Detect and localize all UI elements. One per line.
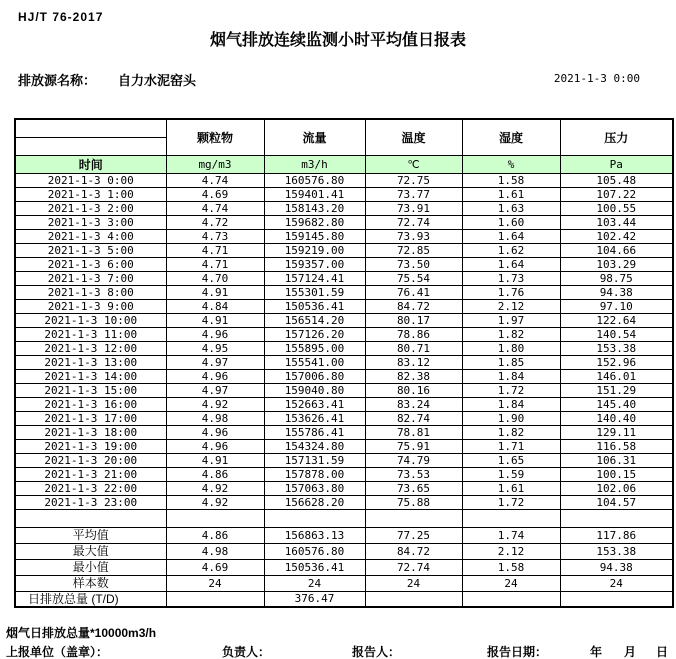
value-cell: 150536.41 [264, 299, 365, 313]
summary-label: 日排放总量 (T/D) [15, 591, 166, 607]
value-cell: 4.98 [166, 411, 264, 425]
value-cell: 157063.80 [264, 481, 365, 495]
value-cell: 94.38 [560, 559, 673, 575]
value-cell: 157878.00 [264, 467, 365, 481]
header-empty-top [15, 119, 166, 137]
value-cell: 4.92 [166, 495, 264, 509]
value-cell: 72.85 [365, 243, 462, 257]
unit-cell: mg/m3 [166, 155, 264, 173]
report-unit-label: 上报单位（盖章）： [6, 645, 109, 659]
column-header: 颗粒物 [166, 119, 264, 155]
value-cell: 1.90 [462, 411, 560, 425]
day-label: 日 [656, 645, 669, 659]
time-cell: 2021-1-3 3:00 [15, 215, 166, 229]
value-cell: 82.38 [365, 369, 462, 383]
value-cell: 4.70 [166, 271, 264, 285]
table-row [15, 187, 673, 201]
time-cell: 2021-1-3 13:00 [15, 355, 166, 369]
value-cell: 140.40 [560, 411, 673, 425]
value-cell: 84.72 [365, 543, 462, 559]
value-cell: 97.10 [560, 299, 673, 313]
summary-label: 平均值 [15, 527, 166, 543]
value-cell: 98.75 [560, 271, 673, 285]
value-cell: 152.96 [560, 355, 673, 369]
time-cell: 2021-1-3 18:00 [15, 425, 166, 439]
value-cell [560, 591, 673, 607]
value-cell: 102.06 [560, 481, 673, 495]
value-cell: 4.91 [166, 453, 264, 467]
monitoring-table [14, 118, 674, 608]
spacer-cell [560, 509, 673, 527]
value-cell: 80.17 [365, 313, 462, 327]
value-cell: 73.77 [365, 187, 462, 201]
value-cell [365, 591, 462, 607]
value-cell: 4.96 [166, 439, 264, 453]
value-cell: 4.98 [166, 543, 264, 559]
value-cell: 1.80 [462, 341, 560, 355]
time-cell: 2021-1-3 23:00 [15, 495, 166, 509]
spacer-cell [462, 509, 560, 527]
value-cell: 78.81 [365, 425, 462, 439]
value-cell: 1.73 [462, 271, 560, 285]
table-row [15, 397, 673, 411]
time-cell: 2021-1-3 14:00 [15, 369, 166, 383]
value-cell: 159682.80 [264, 215, 365, 229]
value-cell: 1.72 [462, 383, 560, 397]
spacer-row [15, 509, 673, 527]
spacer-cell [264, 509, 365, 527]
value-cell: 4.72 [166, 215, 264, 229]
value-cell: 72.74 [365, 215, 462, 229]
table-row [15, 341, 673, 355]
spacer-cell [166, 509, 264, 527]
value-cell: 4.84 [166, 299, 264, 313]
value-cell: 157131.59 [264, 453, 365, 467]
table-row [15, 369, 673, 383]
value-cell: 103.29 [560, 257, 673, 271]
value-cell: 129.11 [560, 425, 673, 439]
column-header: 压力 [560, 119, 673, 155]
table-row [15, 229, 673, 243]
value-cell: 1.64 [462, 229, 560, 243]
value-cell: 1.72 [462, 495, 560, 509]
data-rows [15, 173, 673, 509]
value-cell: 1.58 [462, 173, 560, 187]
time-cell: 2021-1-3 5:00 [15, 243, 166, 257]
time-cell: 2021-1-3 17:00 [15, 411, 166, 425]
unit-cell: m3/h [264, 155, 365, 173]
value-cell: 4.96 [166, 369, 264, 383]
table-row [15, 215, 673, 229]
table-row [15, 201, 673, 215]
value-cell: 153626.41 [264, 411, 365, 425]
report-datetime: 2021-1-3 0:00 [553, 72, 640, 85]
value-cell: 4.86 [166, 467, 264, 481]
time-cell: 2021-1-3 20:00 [15, 453, 166, 467]
value-cell: 146.01 [560, 369, 673, 383]
value-cell: 4.96 [166, 425, 264, 439]
value-cell: 1.76 [462, 285, 560, 299]
time-cell: 2021-1-3 11:00 [15, 327, 166, 341]
time-cell: 2021-1-3 0:00 [15, 173, 166, 187]
value-cell: 1.71 [462, 439, 560, 453]
value-cell: 1.82 [462, 327, 560, 341]
value-cell: 151.29 [560, 383, 673, 397]
source-name-value: 自力水泥窑头 [118, 73, 197, 88]
value-cell: 2.12 [462, 543, 560, 559]
value-cell: 1.74 [462, 527, 560, 543]
value-cell: 1.64 [462, 257, 560, 271]
value-cell: 157006.80 [264, 369, 365, 383]
value-cell [462, 591, 560, 607]
value-cell: 122.64 [560, 313, 673, 327]
value-cell: 153.38 [560, 543, 673, 559]
value-cell: 159357.00 [264, 257, 365, 271]
value-cell: 82.74 [365, 411, 462, 425]
value-cell: 159219.00 [264, 243, 365, 257]
year-label: 年 [590, 645, 603, 659]
value-cell: 73.91 [365, 201, 462, 215]
value-cell: 1.97 [462, 313, 560, 327]
value-cell: 1.84 [462, 397, 560, 411]
value-cell: 155301.59 [264, 285, 365, 299]
value-cell: 24 [365, 575, 462, 591]
value-cell: 80.71 [365, 341, 462, 355]
source-info-row [18, 70, 640, 86]
table-row [15, 467, 673, 481]
summary-row [15, 559, 673, 575]
table-row [15, 425, 673, 439]
value-cell: 1.85 [462, 355, 560, 369]
value-cell: 140.54 [560, 327, 673, 341]
value-cell: 24 [264, 575, 365, 591]
month-label: 月 [624, 645, 637, 659]
table-row [15, 173, 673, 187]
summary-row [15, 575, 673, 591]
value-cell: 4.97 [166, 355, 264, 369]
value-cell: 75.54 [365, 271, 462, 285]
value-cell: 159401.41 [264, 187, 365, 201]
value-cell: 4.96 [166, 327, 264, 341]
value-cell: 76.41 [365, 285, 462, 299]
time-cell: 2021-1-3 8:00 [15, 285, 166, 299]
value-cell: 155895.00 [264, 341, 365, 355]
report-date-label: 报告日期： [487, 645, 548, 659]
table-row [15, 271, 673, 285]
unit-cell: % [462, 155, 560, 173]
table-row [15, 453, 673, 467]
value-cell: 4.97 [166, 383, 264, 397]
value-cell: 4.71 [166, 243, 264, 257]
summary-label: 最小值 [15, 559, 166, 575]
time-cell: 2021-1-3 4:00 [15, 229, 166, 243]
value-cell: 1.84 [462, 369, 560, 383]
spacer-cell [365, 509, 462, 527]
summary-row [15, 591, 673, 607]
value-cell: 73.53 [365, 467, 462, 481]
responsible-label: 负责人： [222, 645, 271, 659]
value-cell: 4.86 [166, 527, 264, 543]
value-cell: 4.95 [166, 341, 264, 355]
value-cell: 154324.80 [264, 439, 365, 453]
value-cell: 155786.41 [264, 425, 365, 439]
value-cell: 74.79 [365, 453, 462, 467]
value-cell: 4.74 [166, 173, 264, 187]
value-cell: 24 [462, 575, 560, 591]
value-cell: 106.31 [560, 453, 673, 467]
value-cell: 75.88 [365, 495, 462, 509]
value-cell: 4.91 [166, 313, 264, 327]
total-emission-note: 烟气日排放总量*10000m3/h [6, 626, 157, 640]
value-cell: 24 [166, 575, 264, 591]
value-cell: 117.86 [560, 527, 673, 543]
value-cell: 83.24 [365, 397, 462, 411]
value-cell: 1.58 [462, 559, 560, 575]
value-cell: 116.58 [560, 439, 673, 453]
value-cell: 4.92 [166, 481, 264, 495]
value-cell: 73.65 [365, 481, 462, 495]
column-header: 流量 [264, 119, 365, 155]
value-cell: 72.74 [365, 559, 462, 575]
value-cell: 1.61 [462, 187, 560, 201]
value-cell: 158143.20 [264, 201, 365, 215]
value-cell: 4.74 [166, 201, 264, 215]
value-cell: 1.63 [462, 201, 560, 215]
value-cell: 24 [560, 575, 673, 591]
spacer-section [15, 509, 673, 527]
unit-cell: Pa [560, 155, 673, 173]
time-cell: 2021-1-3 12:00 [15, 341, 166, 355]
time-cell: 2021-1-3 1:00 [15, 187, 166, 201]
value-cell: 1.62 [462, 243, 560, 257]
summary-rows [15, 527, 673, 607]
table-row [15, 481, 673, 495]
table-row [15, 299, 673, 313]
value-cell: 376.47 [264, 591, 365, 607]
value-cell: 103.44 [560, 215, 673, 229]
table-row [15, 327, 673, 341]
value-cell: 73.93 [365, 229, 462, 243]
summary-label: 样本数 [15, 575, 166, 591]
table-row [15, 313, 673, 327]
value-cell: 102.42 [560, 229, 673, 243]
column-header: 温度 [365, 119, 462, 155]
value-cell: 160576.80 [264, 543, 365, 559]
summary-label: 最大值 [15, 543, 166, 559]
value-cell: 1.60 [462, 215, 560, 229]
time-cell: 2021-1-3 6:00 [15, 257, 166, 271]
table-row [15, 355, 673, 369]
table-row [15, 243, 673, 257]
value-cell: 1.59 [462, 467, 560, 481]
table-row [15, 495, 673, 509]
value-cell: 153.38 [560, 341, 673, 355]
value-cell: 4.92 [166, 397, 264, 411]
time-cell: 2021-1-3 21:00 [15, 467, 166, 481]
value-cell: 1.65 [462, 453, 560, 467]
table-row [15, 439, 673, 453]
time-cell: 2021-1-3 2:00 [15, 201, 166, 215]
value-cell: 160576.80 [264, 173, 365, 187]
value-cell: 159145.80 [264, 229, 365, 243]
value-cell: 1.61 [462, 481, 560, 495]
value-cell: 78.86 [365, 327, 462, 341]
value-cell: 4.69 [166, 187, 264, 201]
value-cell: 1.82 [462, 425, 560, 439]
value-cell: 83.12 [365, 355, 462, 369]
value-cell: 157124.41 [264, 271, 365, 285]
standard-number: HJ/T 76-2017 [18, 10, 104, 24]
value-cell: 104.66 [560, 243, 673, 257]
page-title: 烟气排放连续监测小时平均值日报表 [209, 32, 466, 49]
value-cell: 159040.80 [264, 383, 365, 397]
value-cell: 75.91 [365, 439, 462, 453]
table-row [15, 383, 673, 397]
value-cell: 100.15 [560, 467, 673, 481]
reporter-label: 报告人： [352, 645, 401, 659]
spacer-cell [15, 509, 166, 527]
value-cell: 4.73 [166, 229, 264, 243]
value-cell: 80.16 [365, 383, 462, 397]
value-cell: 2.12 [462, 299, 560, 313]
value-cell: 107.22 [560, 187, 673, 201]
value-cell: 4.91 [166, 285, 264, 299]
time-cell: 2021-1-3 19:00 [15, 439, 166, 453]
time-cell: 2021-1-3 15:00 [15, 383, 166, 397]
time-cell: 2021-1-3 10:00 [15, 313, 166, 327]
value-cell: 157126.20 [264, 327, 365, 341]
time-cell: 2021-1-3 16:00 [15, 397, 166, 411]
value-cell: 4.71 [166, 257, 264, 271]
value-cell: 156628.20 [264, 495, 365, 509]
column-header: 湿度 [462, 119, 560, 155]
unit-header-row [15, 155, 673, 173]
value-cell [166, 591, 264, 607]
value-cell: 155541.00 [264, 355, 365, 369]
time-header: 时间 [15, 155, 166, 173]
table-row [15, 257, 673, 271]
value-cell: 105.48 [560, 173, 673, 187]
param-header-row [15, 119, 673, 137]
unit-cell: ℃ [365, 155, 462, 173]
value-cell: 72.75 [365, 173, 462, 187]
value-cell: 100.55 [560, 201, 673, 215]
value-cell: 156863.13 [264, 527, 365, 543]
value-cell: 150536.41 [264, 559, 365, 575]
value-cell: 84.72 [365, 299, 462, 313]
value-cell: 4.69 [166, 559, 264, 575]
signature-row [0, 643, 676, 659]
value-cell: 73.50 [365, 257, 462, 271]
summary-row [15, 527, 673, 543]
time-cell: 2021-1-3 9:00 [15, 299, 166, 313]
table-row [15, 285, 673, 299]
value-cell: 152663.41 [264, 397, 365, 411]
table-row [15, 411, 673, 425]
value-cell: 94.38 [560, 285, 673, 299]
time-cell: 2021-1-3 22:00 [15, 481, 166, 495]
header-empty-bottom [15, 137, 166, 155]
value-cell: 104.57 [560, 495, 673, 509]
value-cell: 145.40 [560, 397, 673, 411]
time-cell: 2021-1-3 7:00 [15, 271, 166, 285]
value-cell: 77.25 [365, 527, 462, 543]
summary-row [15, 543, 673, 559]
value-cell: 156514.20 [264, 313, 365, 327]
source-name-label: 排放源名称： [18, 73, 97, 88]
